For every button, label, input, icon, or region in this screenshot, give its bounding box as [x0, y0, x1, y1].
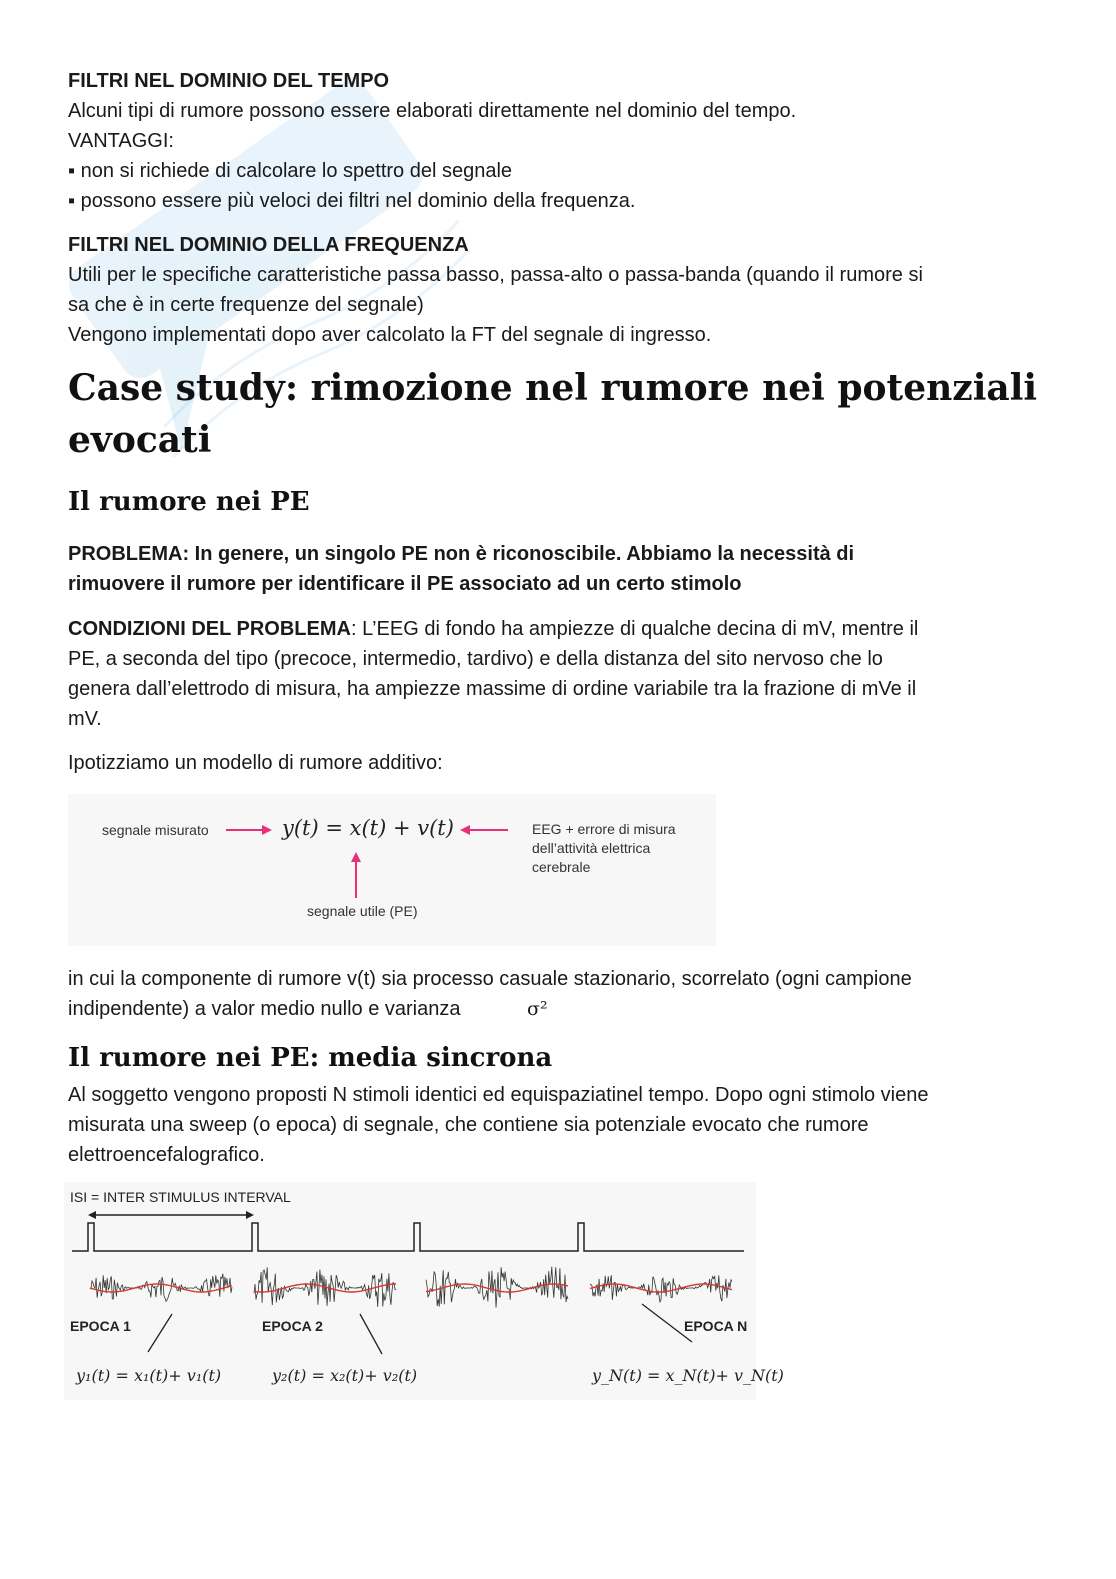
eeg-trace — [90, 1274, 232, 1302]
section-freq-line: Vengono implementati dopo aver calcolato la FT del segnale di ingresso. — [68, 324, 712, 346]
section-freq-line: Utili per le specifiche caratteristiche passa basso, passa-alto o passa-banda (quando il rumore si — [68, 264, 923, 286]
epochs-figure — [64, 1182, 784, 1400]
epoch-equation: y_N(t) = x_N(t)+ v_N(t) — [592, 1366, 784, 1385]
conditions-first-rest: : L’EEG di fondo ha ampiezze di qualche decina di mV, mentre il — [350, 618, 919, 640]
section-time-intro: Alcuni tipi di rumore possono essere elaborati direttamente nel dominio del tempo. — [68, 100, 797, 122]
conditions-line: mV. — [68, 708, 102, 730]
case-study-title-cont: evocati — [68, 419, 212, 461]
conditions-line: genera dall’elettrodo di misura, ha ampiezze massime di ordine variabile tra la frazione di mVe il — [68, 678, 917, 700]
media-sincrona-line: elettroencefalografico. — [68, 1144, 265, 1166]
measured-signal-label: segnale misurato — [102, 822, 209, 838]
noise-description-line: in cui la componente di rumore v(t) sia processo casuale stazionario, scorrelato (ogni campione — [68, 968, 912, 990]
noise-label-line: cerebrale — [532, 859, 591, 875]
problem-line: PROBLEMA: In genere, un singolo PE non è riconoscibile. Abbiamo la necessità di — [68, 543, 855, 565]
hypothesis-text: Ipotizziamo un modello di rumore additivo: — [68, 752, 443, 774]
media-sincrona-line: Al soggetto vengono proposti N stimoli identici ed equispaziatinel tempo. Dopo ogni stimolo viene — [68, 1084, 929, 1106]
section-time-title: FILTRI NEL DOMINIO DEL TEMPO — [68, 70, 390, 92]
noise-description-line: indipendente) a valor medio nullo e varianza — [68, 998, 461, 1020]
advantage-bullet: ▪ possono essere più veloci dei filtri nel dominio della frequenza. — [68, 190, 636, 212]
case-study-title: Case study: rimozione nel rumore nei potenziali — [68, 367, 1038, 409]
problem-line: rimuovere il rumore per identificare il PE associato ad un certo stimolo — [68, 573, 742, 595]
media-sincrona-line: misurata una sweep (o epoca) di segnale, che contiene sia potenziale evocato che rumore — [68, 1114, 869, 1136]
epoch-label: EPOCA 1 — [70, 1318, 131, 1334]
arrow-right-icon — [226, 824, 272, 836]
noise-label-line: EEG + errore di misura — [532, 821, 676, 837]
model-equation: y(t) = x(t) + v(t) — [282, 816, 454, 840]
eeg-trace — [590, 1275, 732, 1302]
noise-label-line: dell’attività elettrica — [532, 840, 651, 856]
section-freq-line: sa che è in certe frequenze del segnale) — [68, 294, 424, 316]
rumore-pe-title: Il rumore nei PE — [68, 487, 310, 517]
section-freq-title: FILTRI NEL DOMINIO DELLA FREQUENZA — [68, 234, 469, 256]
useful-signal-label: segnale utile (PE) — [307, 903, 418, 919]
noise-model-figure — [68, 794, 716, 946]
stimulus-train — [72, 1223, 744, 1251]
variance-symbol: σ² — [527, 998, 548, 1020]
epoch-equation: y₂(t) = x₂(t)+ v₂(t) — [272, 1366, 418, 1385]
isi-label: ISI = INTER STIMULUS INTERVAL — [70, 1189, 291, 1205]
conditions-line: PE, a seconda del tipo (precoce, intermedio, tardivo) e della distanza del sito nervoso che lo — [68, 648, 883, 670]
epoch-label: EPOCA N — [684, 1318, 748, 1334]
conditions-first-line — [68, 614, 918, 644]
arrow-up-icon — [350, 852, 362, 898]
advantages-label: VANTAGGI: — [68, 130, 174, 152]
conditions-label: CONDIZIONI DEL PROBLEMA — [68, 618, 351, 640]
epoch-equation: y₁(t) = x₁(t)+ v₁(t) — [76, 1366, 222, 1385]
arrow-left-icon — [460, 824, 508, 836]
media-sincrona-title: Il rumore nei PE: media sincrona — [68, 1043, 553, 1073]
advantage-bullet: ▪ non si richiede di calcolare lo spettro del segnale — [68, 160, 513, 182]
epoch-label: EPOCA 2 — [262, 1318, 323, 1334]
